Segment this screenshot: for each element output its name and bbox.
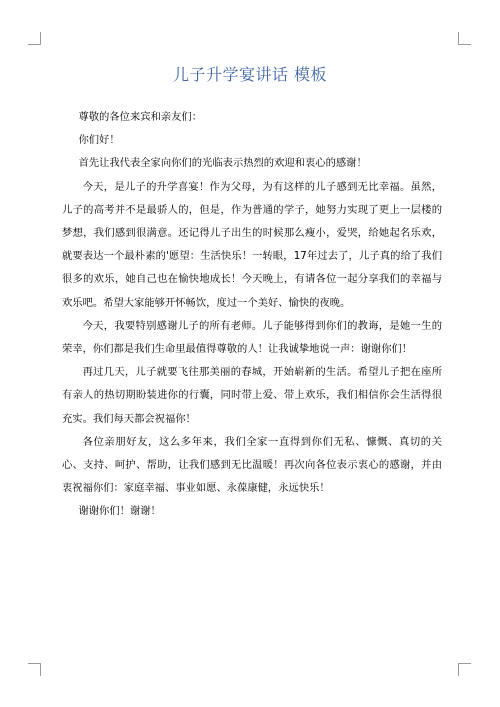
paragraph-future: 再过几天，儿子就要飞往那美丽的春城，开始崭新的生活。希望儿子把在座所有亲人的热切期盼装进你的行囊，同时带上爱、带上欢乐，我们相信你会生活得很充实。我们每天都会祝福你！ — [62, 366, 442, 425]
document-title: 儿子升学宴讲话 模板 — [172, 65, 328, 84]
paragraph-greeting: 你们好！ — [78, 134, 120, 147]
paragraph-thanks-friends: 各位亲朋好友，这么多年来，我们全家一直得到你们无私、慷慨、真切的关心、支持、呵护、帮助，让我们感到无比温暖！再次向各位表示衷心的感谢，并由衷祝福你们：家庭幸福、事业如愿、永葆康健，永远快乐！ — [62, 435, 442, 495]
paragraph-teachers: 今天，我要特别感谢儿子的所有老师。儿子能够得到你们的教诲，是她一生的荣幸，你们都是我们生命里最值得尊敬的人！让我诚挚地说一声：谢谢你们！ — [62, 319, 442, 356]
paragraph-welcome: 首先让我代表全家向你们的光临表示热烈的欢迎和衷心的感谢！ — [78, 157, 367, 170]
document-body — [62, 106, 442, 524]
crop-mark-bottom-right — [458, 663, 471, 676]
crop-mark-top-left — [28, 32, 41, 45]
paragraph-celebration: 今天，是儿子的升学喜宴！作为父母，为有这样的儿子感到无比幸福。虽然，儿子的高考并不是最骄人的，但是，作为普通的学子，她努力实现了更上一层楼的梦想，我们感到很满意。还记得儿子出生的时候那么瘦小，爱哭，给她起名乐欢，就要表达一个最朴素的'愿望：生活快乐！一转眼，17年过去了，儿子真的给了我们很多的欢乐，她自己也在愉快地成长！今天晚上，有请各位一起分享我们的幸福与欢乐吧。希望大家能够开怀畅饮，度过一个美好、愉快的夜晚。 — [62, 180, 442, 309]
paragraph-closing: 谢谢你们！谢谢！ — [78, 505, 161, 518]
crop-mark-top-right — [458, 32, 471, 45]
paragraph-salutation: 尊敬的各位来宾和亲友们： — [78, 111, 203, 123]
crop-mark-bottom-left — [28, 663, 41, 676]
